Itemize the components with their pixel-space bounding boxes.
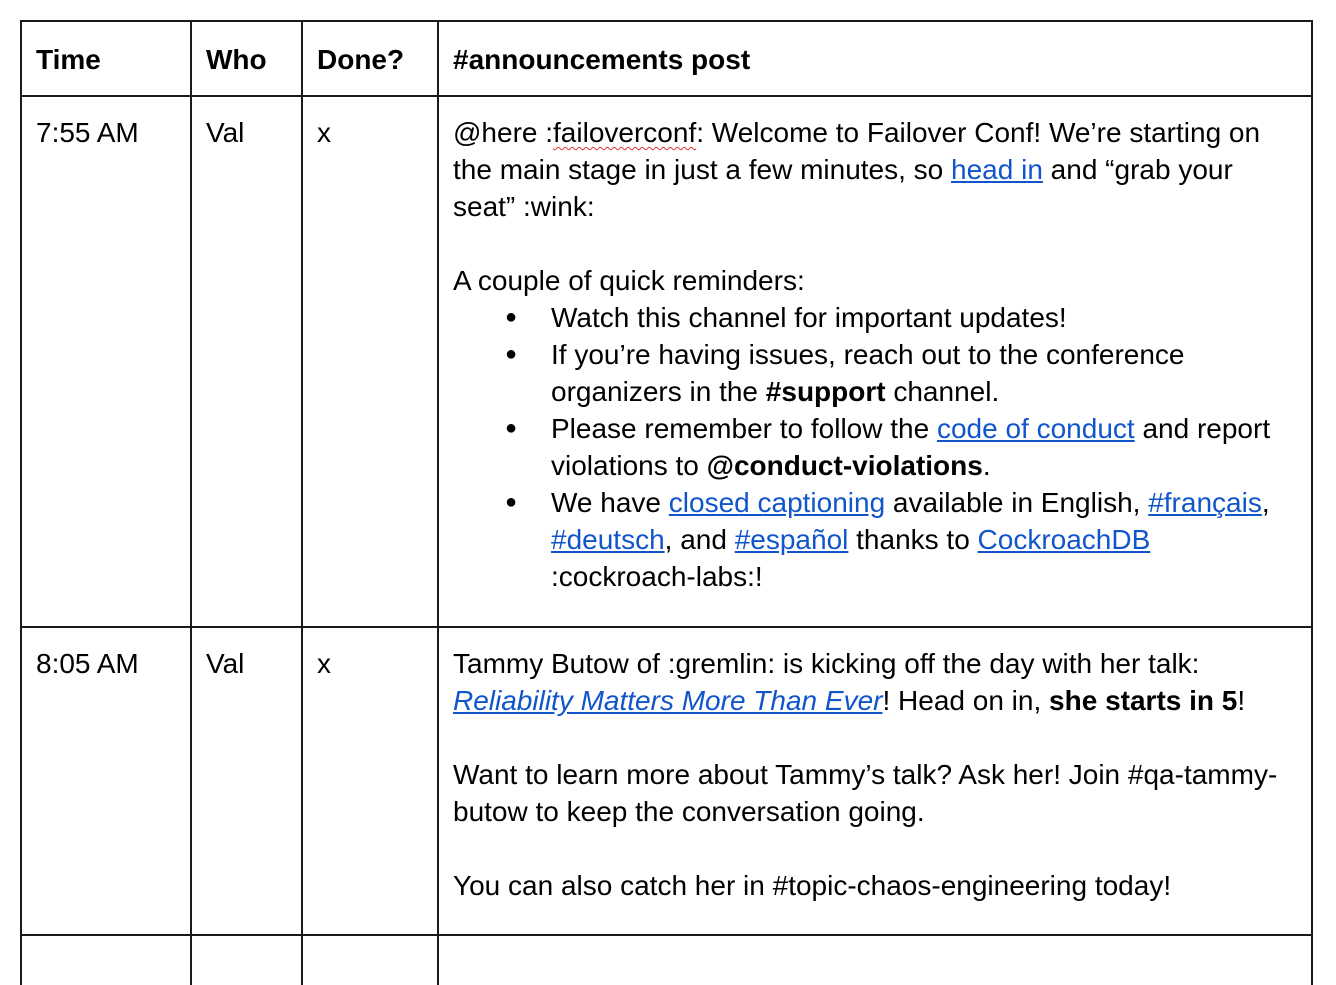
support-channel: #support bbox=[765, 376, 886, 407]
talk-title-link[interactable]: Reliability Matters More Than Ever bbox=[453, 685, 883, 716]
text-run: ! Head on in, bbox=[882, 685, 1050, 716]
reminders-list bbox=[453, 299, 1297, 595]
header-row bbox=[21, 21, 1312, 96]
misspelled-word: failoverconf bbox=[553, 117, 697, 148]
post-paragraph: Want to learn more about Tammy’s talk? Ask her! Join #qa-tammy-butow to keep the conversation going. bbox=[453, 759, 1278, 827]
text-run: @here : bbox=[453, 117, 554, 148]
text-run: :cockroach-labs:! bbox=[551, 561, 763, 592]
list-item bbox=[551, 484, 1297, 595]
post-paragraph bbox=[453, 645, 1297, 719]
schedule-table bbox=[20, 20, 1313, 985]
header-done: Done? bbox=[302, 21, 438, 96]
text-run: . bbox=[982, 450, 991, 481]
text-run: and “grab your seat” :wink: bbox=[453, 154, 1233, 222]
done-cell[interactable]: x bbox=[302, 96, 438, 627]
text-run: Please remember to follow the bbox=[551, 413, 937, 444]
post-paragraph: You can also catch her in #topic-chaos-engineering today! bbox=[453, 870, 1172, 901]
text-run: Watch this channel for important updates! bbox=[551, 302, 1067, 333]
header-who: Who bbox=[191, 21, 302, 96]
time-cell[interactable]: 7:55 AM bbox=[21, 96, 191, 627]
time-cell[interactable]: 8:05 AM bbox=[21, 627, 191, 985]
list-item bbox=[551, 410, 1297, 484]
table-row bbox=[21, 627, 1312, 985]
text-run: : Welcome to Failover Conf! We’re starting on the main stage in just a few minutes, so bbox=[453, 117, 1261, 185]
text-run: channel. bbox=[885, 376, 1000, 407]
deutsch-channel-link[interactable]: #deutsch bbox=[551, 524, 665, 555]
closed-captioning-link[interactable]: closed captioning bbox=[668, 487, 886, 518]
who-cell[interactable]: Val bbox=[191, 627, 302, 985]
header-post: #announcements post bbox=[438, 21, 1312, 96]
table-row bbox=[21, 96, 1312, 627]
text-run: available in English, bbox=[885, 487, 1149, 518]
done-cell[interactable]: x bbox=[302, 627, 438, 985]
text-run: and report violations to bbox=[551, 413, 1271, 481]
cockroachdb-link[interactable]: CockroachDB bbox=[977, 524, 1151, 555]
text-run: Tammy Butow of :gremlin: is kicking off the day with her talk: bbox=[453, 648, 1200, 679]
post-cell[interactable] bbox=[438, 96, 1312, 627]
text-run: , bbox=[1261, 487, 1270, 518]
code-of-conduct-link[interactable]: code of conduct bbox=[936, 413, 1135, 444]
text-run: We have bbox=[551, 487, 669, 518]
list-item bbox=[551, 299, 1297, 336]
espanol-channel-link[interactable]: #español bbox=[734, 524, 849, 555]
text-run: , and bbox=[664, 524, 735, 555]
text-run: If you’re having issues, reach out to the conference organizers in the bbox=[551, 339, 1185, 407]
post-paragraph bbox=[453, 114, 1297, 225]
table-bottom-border bbox=[20, 934, 1311, 936]
text-run: ! bbox=[1237, 685, 1246, 716]
who-cell[interactable]: Val bbox=[191, 96, 302, 627]
head-in-link[interactable]: head in bbox=[951, 154, 1043, 185]
post-cell[interactable] bbox=[438, 627, 1312, 985]
header-time: Time bbox=[21, 21, 191, 96]
reminders-intro: A couple of quick reminders: bbox=[453, 265, 805, 296]
text-run: thanks to bbox=[848, 524, 978, 555]
francais-channel-link[interactable]: #français bbox=[1148, 487, 1262, 518]
list-item bbox=[551, 336, 1297, 410]
start-notice: she starts in 5 bbox=[1049, 685, 1238, 716]
conduct-handle: @conduct-violations bbox=[706, 450, 983, 481]
